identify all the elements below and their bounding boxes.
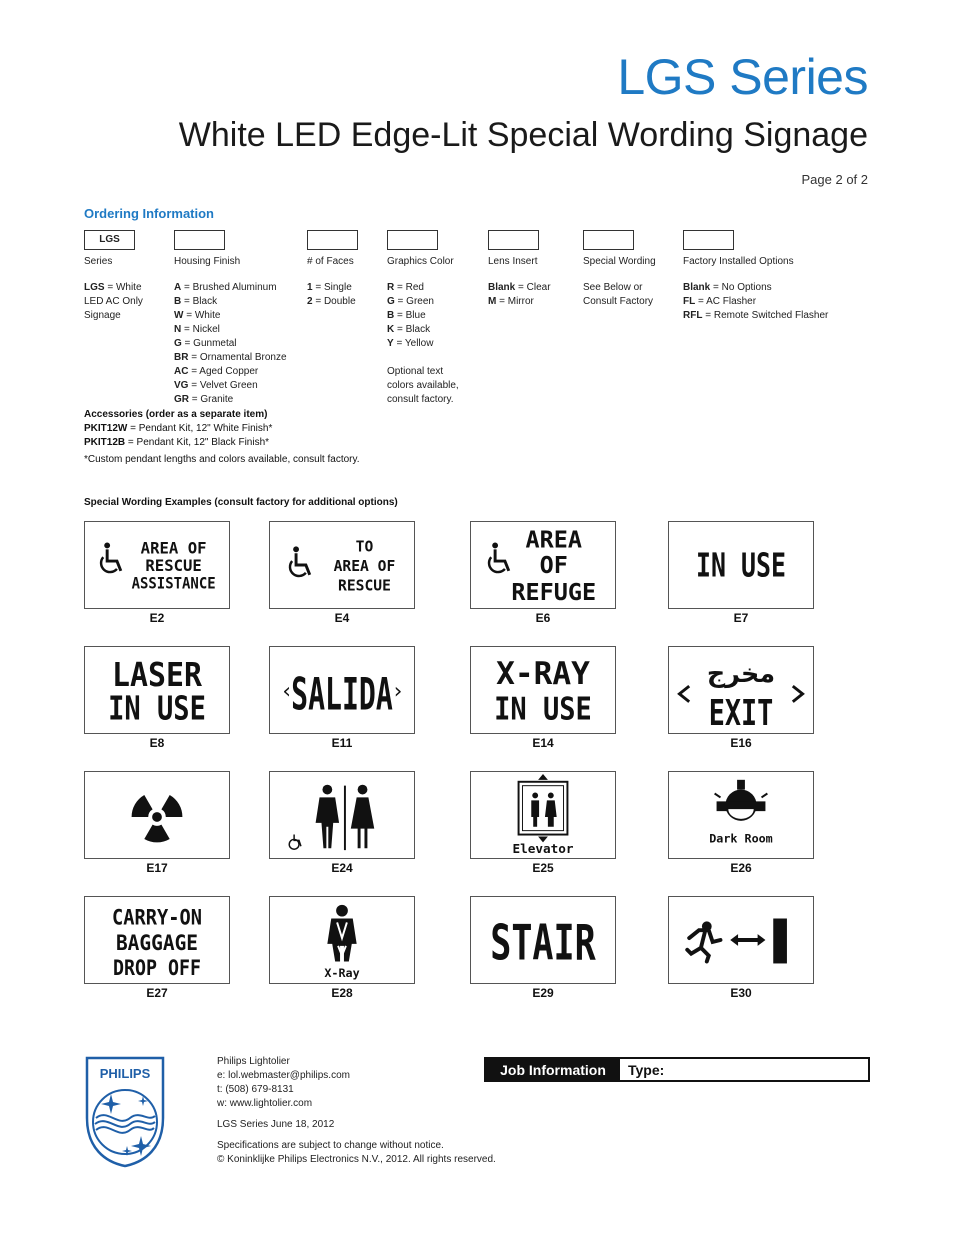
ordering-column-label: # of Faces [307, 256, 354, 267]
ordering-column [683, 230, 828, 323]
page-subtitle: White LED Edge-Lit Special Wording Signage [178, 116, 868, 154]
ordering-code-box [174, 230, 225, 250]
chevron-right-icon: › [393, 678, 403, 704]
wheelchair-icon [290, 546, 310, 576]
sign-text: AREA OF [333, 557, 396, 575]
ordering-option: VG = Velvet Green [174, 380, 258, 391]
ordering-option: See Below or [583, 282, 643, 293]
ordering-option: W = White [174, 310, 221, 321]
sign-example [668, 771, 814, 859]
restroom-icon [289, 785, 374, 850]
sign-text: LASER [112, 655, 202, 695]
ordering-option: Y = Yellow [387, 338, 434, 349]
sign-text: SALIDA [291, 667, 393, 721]
ordering-column-label: Special Wording [583, 256, 656, 267]
ordering-column-label: Lens Insert [488, 256, 538, 267]
ordering-option: N = Nickel [174, 324, 220, 335]
sign-example [269, 771, 415, 859]
company-name: Philips Lightolier [217, 1056, 290, 1067]
ordering-column-label: Graphics Color [387, 256, 454, 267]
darkroom-lamp-icon [715, 780, 768, 821]
ordering-column-label: Housing Finish [174, 256, 241, 267]
sign-code: E14 [532, 736, 554, 750]
copyright-line: © Koninklijke Philips Electronics N.V., 2012. All rights reserved. [217, 1154, 496, 1165]
sign-text: AREA OF [140, 538, 207, 558]
ordering-option: G = Green [387, 296, 434, 307]
ordering-column-label: Factory Installed Options [683, 256, 794, 267]
accessories-note: *Custom pendant lengths and colors available, consult factory. [84, 454, 360, 465]
sign-code: E16 [730, 736, 752, 750]
ordering-option [387, 351, 459, 365]
series-date: LGS Series June 18, 2012 [217, 1119, 335, 1130]
sign-text: AREA [525, 525, 582, 554]
sign-code: E29 [532, 986, 554, 1000]
ordering-option: G = Gunmetal [174, 338, 237, 349]
ordering-option: K = Black [387, 324, 431, 335]
ordering-code-box [683, 230, 734, 250]
sign-code: E17 [146, 861, 168, 875]
sign-example [84, 896, 230, 984]
chevron-left-icon [679, 686, 689, 702]
accessory-item: PKIT12B = Pendant Kit, 12" Black Finish* [84, 437, 270, 448]
contact-email: e: lol.webmaster@philips.com [217, 1070, 350, 1081]
sign-text: REFUGE [511, 578, 597, 607]
chevron-right-icon [793, 686, 803, 702]
sign-code: E7 [733, 611, 749, 625]
sign-text: OF [539, 550, 568, 579]
sign-code: E30 [730, 986, 752, 1000]
sign-text: Elevator [512, 841, 574, 857]
xray-person-icon [327, 905, 356, 962]
ordering-option: Blank = Clear [488, 282, 551, 293]
contact-block [217, 1055, 496, 1167]
sign-text: IN USE [494, 691, 592, 728]
sign-example [470, 896, 616, 984]
ordering-option: LED AC Only [84, 296, 143, 307]
sign-text: مخرج [706, 658, 776, 689]
disclaimer-line: Specifications are subject to change without notice. [217, 1140, 444, 1151]
ordering-option: FL = AC Flasher [683, 296, 757, 307]
sign-code: E24 [331, 861, 353, 875]
sign-text: RESCUE [338, 577, 391, 595]
sign-example [84, 521, 230, 609]
ordering-option: consult factory. [387, 394, 454, 405]
ordering-code-box [583, 230, 634, 250]
page-title: LGS Series [617, 49, 868, 105]
ordering-option: Optional text [387, 366, 444, 377]
ordering-column [583, 230, 656, 309]
sign-code: E6 [535, 611, 551, 625]
special-wording-heading: Special Wording Examples (consult factory for additional options) [84, 497, 398, 508]
ordering-heading: Ordering Information [84, 206, 214, 221]
ordering-option: Signage [84, 310, 121, 321]
ordering-option: LGS = White [84, 282, 142, 293]
job-type-field[interactable]: Type: [628, 1061, 665, 1078]
ordering-code-box [488, 230, 539, 250]
sign-code: E2 [149, 611, 165, 625]
ordering-column [307, 230, 358, 309]
accessories-heading: Accessories (order as a separate item) [84, 409, 268, 420]
sign-text: ASSISTANCE [131, 573, 216, 593]
ordering-column [174, 230, 287, 407]
wheelchair-icon [101, 543, 121, 573]
sign-example [269, 646, 415, 734]
sign-text: X-RAY [496, 656, 591, 693]
ordering-option: 1 = Single [307, 282, 352, 293]
contact-phone: t: (508) 679-8131 [217, 1084, 294, 1095]
sign-text: CARRY-ON [112, 905, 202, 931]
ordering-option: A = Brushed Aluminum [174, 282, 277, 293]
sign-example [668, 521, 814, 609]
ordering-column [387, 230, 459, 407]
sign-example [470, 771, 616, 859]
sign-example [668, 646, 814, 734]
sign-text: RESCUE [145, 555, 202, 575]
sign-code: E8 [149, 736, 165, 750]
ordering-code-box [387, 230, 438, 250]
radiation-icon [132, 795, 183, 842]
philips-logo [83, 1056, 167, 1168]
ordering-option: GR = Granite [174, 394, 234, 405]
sign-code: E11 [331, 736, 353, 750]
job-information-box [484, 1057, 870, 1082]
sign-text: X-Ray [324, 966, 360, 981]
sign-example [668, 896, 814, 984]
sign-text: IN USE [696, 545, 786, 585]
sign-code: E26 [730, 861, 752, 875]
wheelchair-icon [489, 543, 509, 573]
accessory-item: PKIT12W = Pendant Kit, 12" White Finish* [84, 423, 273, 434]
ordering-option: M = Mirror [488, 296, 534, 307]
accessories-block [84, 408, 272, 450]
ordering-column [84, 230, 143, 323]
running-man-exit-icon [687, 919, 787, 964]
ordering-option: R = Red [387, 282, 424, 293]
sign-example [470, 646, 616, 734]
sign-code: E4 [334, 611, 350, 625]
sign-example [269, 521, 415, 609]
sign-example [269, 896, 415, 984]
sign-code: E25 [532, 861, 554, 875]
logo-text: PHILIPS [99, 1066, 151, 1081]
ordering-option: colors available, [387, 380, 459, 391]
page-number: Page 2 of 2 [801, 172, 868, 187]
sign-text: IN USE [108, 688, 206, 728]
ordering-code-box [307, 230, 358, 250]
sign-code: E27 [146, 986, 168, 1000]
ordering-option: Consult Factory [583, 296, 654, 307]
sign-text: STAIR [490, 914, 597, 972]
ordering-option: 2 = Double [307, 296, 356, 307]
sign-text: Dark Room [709, 831, 773, 846]
ordering-option: RFL = Remote Switched Flasher [683, 310, 829, 321]
sign-text: DROP OFF [113, 956, 201, 982]
ordering-code-box: LGS [84, 230, 135, 250]
sign-example [84, 646, 230, 734]
sign-text: EXIT [708, 693, 774, 733]
ordering-option: B = Black [174, 296, 218, 307]
ordering-option: BR = Ornamental Bronze [174, 352, 287, 363]
elevator-icon [519, 774, 568, 842]
sign-example [470, 521, 616, 609]
contact-web: w: www.lightolier.com [217, 1098, 313, 1109]
ordering-option: AC = Aged Copper [174, 366, 259, 377]
sign-text: TO [355, 538, 374, 556]
chevron-left-icon: ‹ [282, 678, 291, 704]
sign-code: E28 [331, 986, 353, 1000]
sign-text: BAGGAGE [115, 930, 199, 956]
ordering-column [488, 230, 551, 309]
job-information-label: Job Information [486, 1059, 620, 1080]
ordering-option: Blank = No Options [683, 282, 772, 293]
ordering-column-label: Series [84, 256, 113, 267]
sign-example [84, 771, 230, 859]
ordering-option: B = Blue [387, 310, 426, 321]
